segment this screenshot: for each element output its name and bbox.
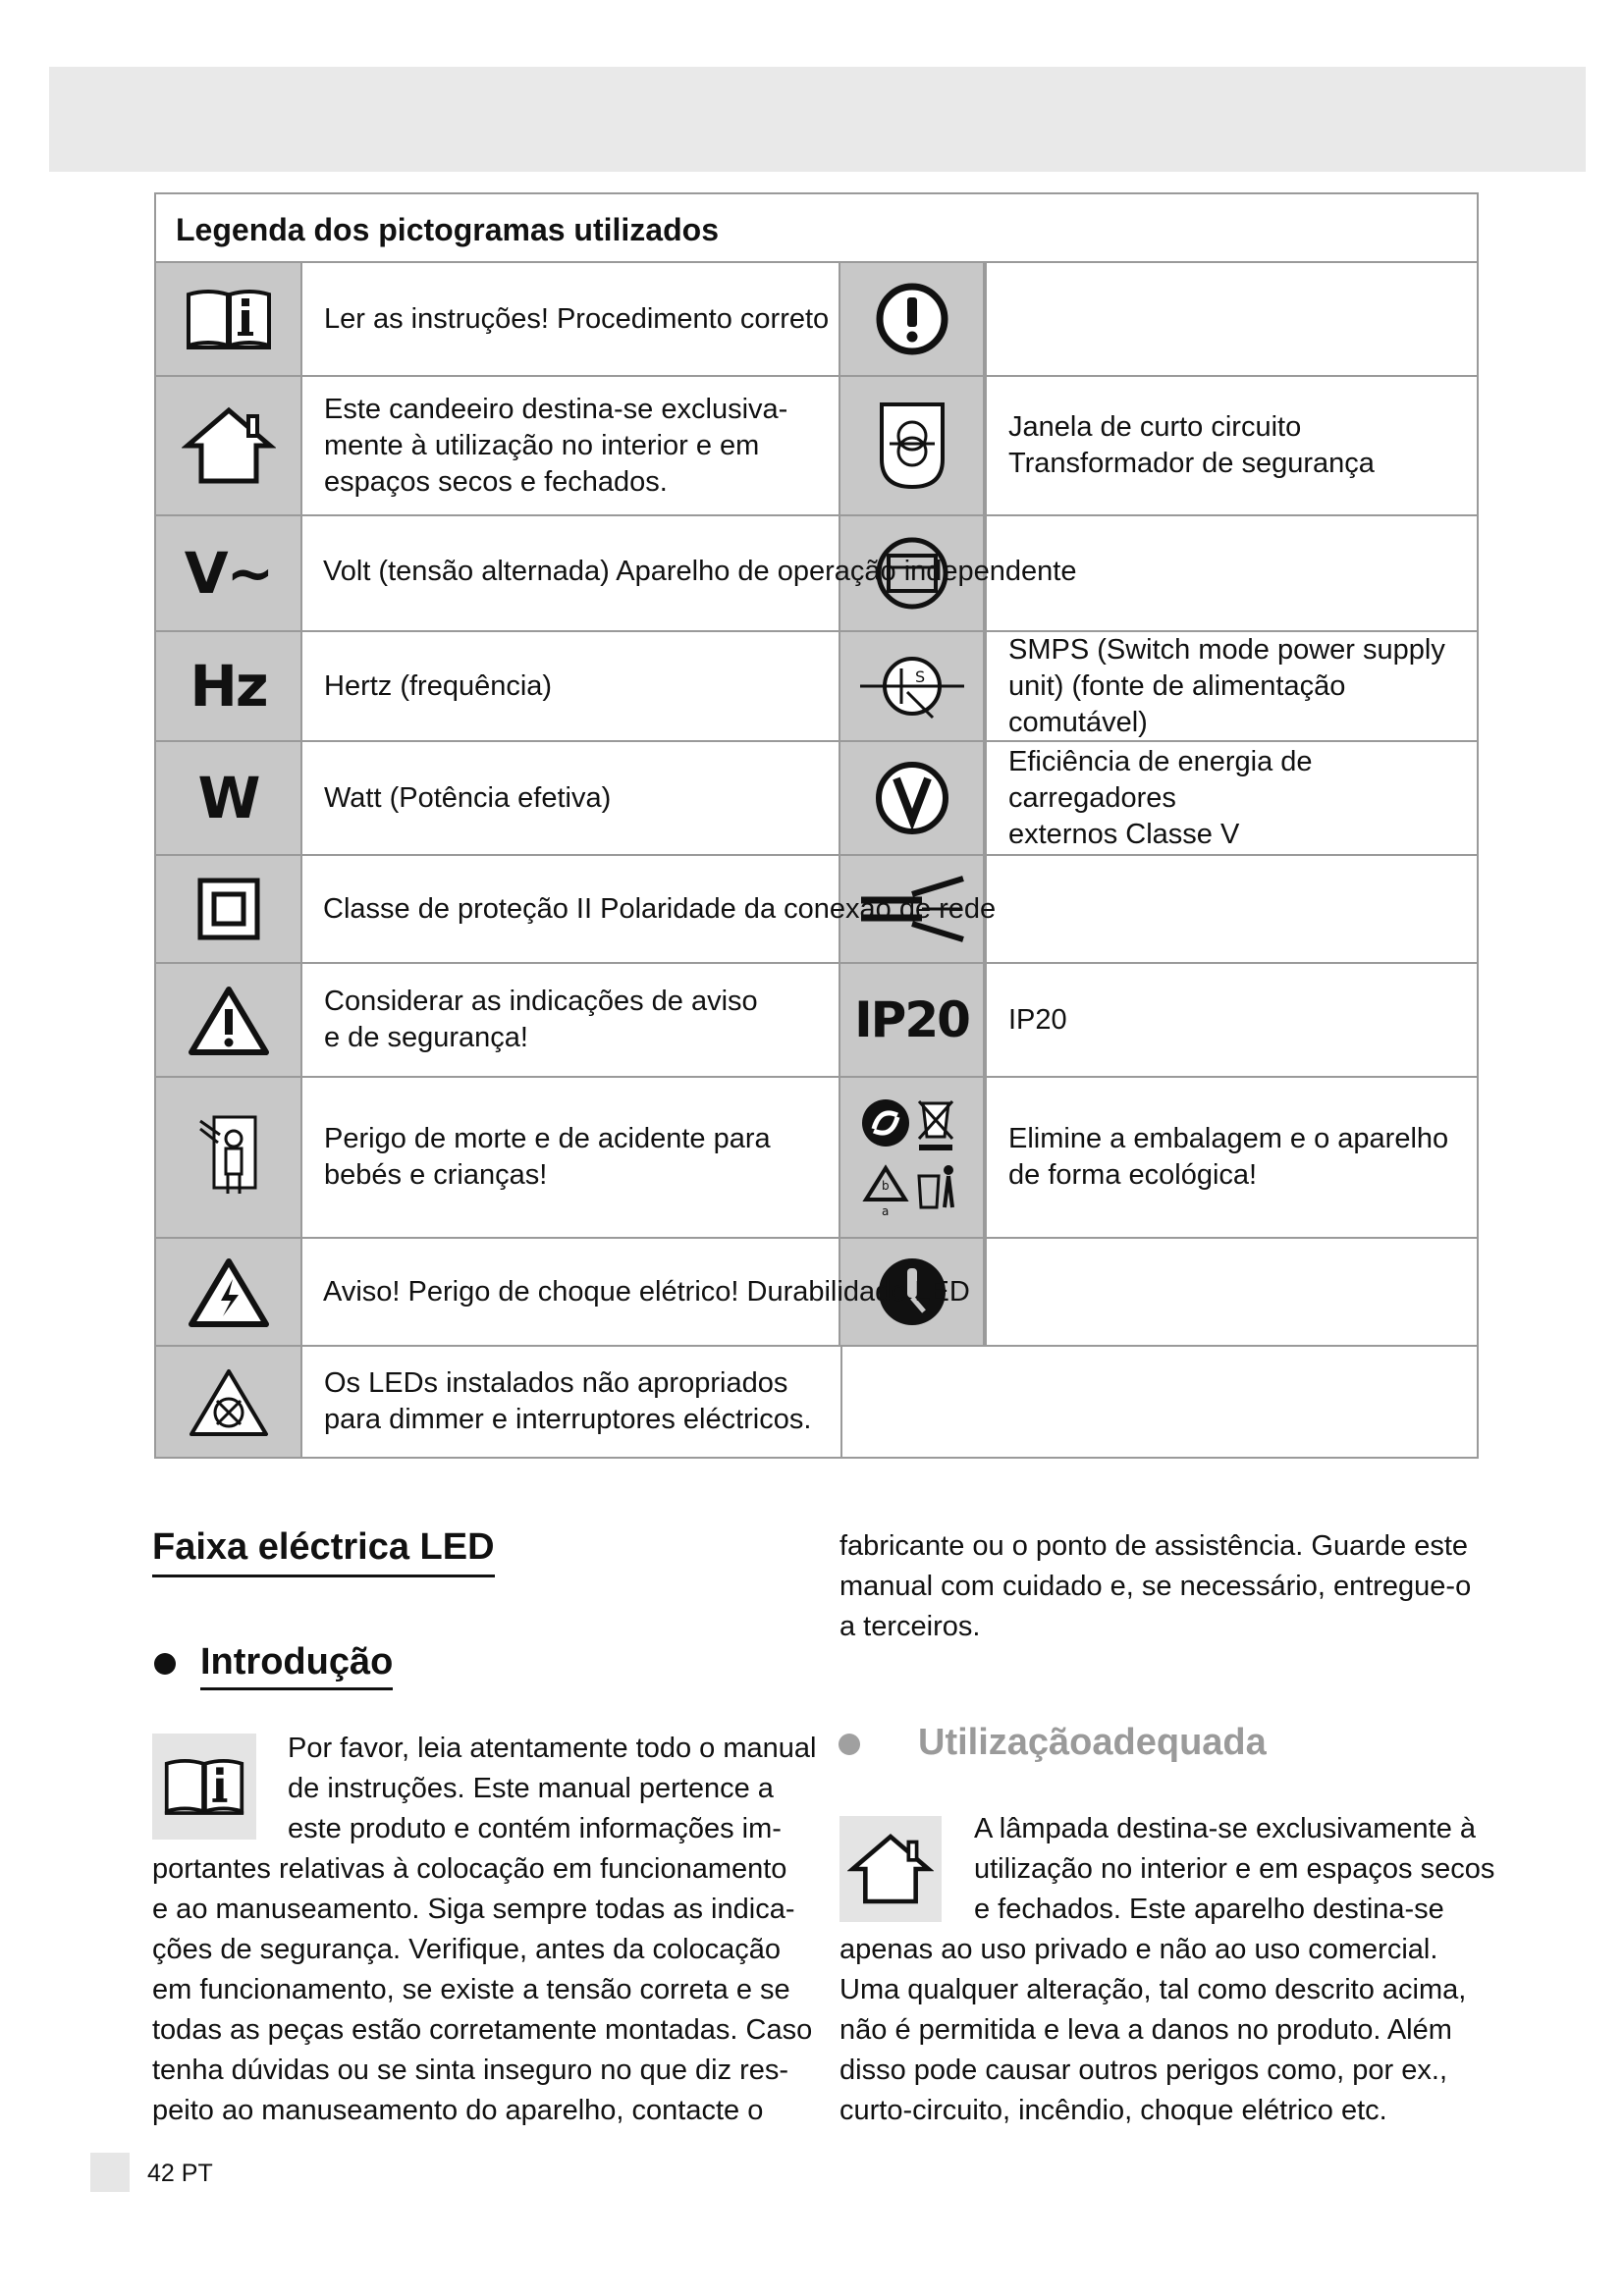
- legend-text-line: bebés e crianças!: [324, 1159, 548, 1191]
- text-line: apenas ao uso privado e não ao uso comercial.: [839, 1934, 1438, 1965]
- legend-text-line: e de segurança!: [324, 1022, 528, 1053]
- recycling-disposal-icon: [840, 1078, 985, 1237]
- language-code: PT: [181, 2160, 213, 2187]
- text-line: e ao manuseamento. Siga sempre todas as indica-: [152, 1894, 795, 1925]
- text-line: a terceiros.: [839, 1611, 981, 1642]
- led-durability-icon: [840, 1239, 985, 1345]
- legend-text: Aviso! Perigo de choque elétrico! Durabilidade LED: [323, 1276, 970, 1308]
- hertz-symbol: Hz: [189, 653, 267, 720]
- text-line: A lâmpada destina-se exclusivamente à: [974, 1813, 1477, 1844]
- volt-symbol: V~: [184, 540, 273, 607]
- text-line: manual com cuidado e, se necessário, entregue-o: [839, 1571, 1472, 1602]
- electric-shock-warning-icon: [156, 1239, 300, 1345]
- page-footer: [147, 2160, 213, 2188]
- correct-procedure-icon: [840, 263, 985, 375]
- pictogram-legend-table: [154, 192, 1479, 1459]
- legend-text-line: Este candeeiro destina-se exclusiva-: [324, 393, 788, 425]
- legend-row: [156, 516, 1477, 632]
- legend-text-line: mente à utilização no interior e em: [324, 429, 760, 461]
- intended-use-paragraph: [839, 1930, 1466, 2131]
- intended-use-paragraph-indent: [974, 1809, 1494, 1930]
- legend-text: IP20: [985, 964, 1479, 1076]
- svg-text:b: b: [881, 1179, 890, 1193]
- text-line: não é permitida e leva a danos no produto. Além: [839, 2014, 1452, 2046]
- svg-text:S: S: [914, 667, 925, 686]
- text-line: de instruções. Este manual pertence a: [288, 1773, 774, 1804]
- independent-operation-icon: [840, 516, 985, 630]
- polarity-icon: [840, 856, 985, 962]
- legend-text-line: Janela de curto circuito: [1008, 411, 1302, 443]
- legend-row: [156, 856, 1477, 964]
- legend-text: Watt (Potência efetiva): [300, 742, 840, 854]
- legend-title: Legenda dos pictogramas utilizados: [156, 194, 1477, 263]
- text-line: e fechados. Este aparelho destina-se: [974, 1894, 1444, 1925]
- legend-text: Classe de proteção II Polaridade da conexão de rede: [323, 893, 997, 925]
- bullet-icon: [839, 1734, 860, 1755]
- warning-triangle-icon: [156, 964, 300, 1076]
- efficiency-class-v-icon: [840, 742, 985, 854]
- legend-text-line: externos Classe V: [1008, 818, 1240, 850]
- text-line: em funcionamento, se existe a tensão correta e se: [152, 1974, 790, 2005]
- smps-icon: [840, 632, 985, 740]
- text-line: todas as peças estão corretamente montadas. Caso: [152, 2014, 813, 2046]
- text-line: fabricante ou o ponto de assistência. Guarde este: [839, 1530, 1469, 1562]
- legend-row: [156, 1078, 1477, 1239]
- no-dimmer-icon: [156, 1347, 300, 1457]
- legend-text: Ler as instruções! Procedimento correto: [300, 263, 840, 375]
- legend-text-line: Elimine a embalagem e o aparelho: [1008, 1123, 1449, 1154]
- ip20-symbol: IP20: [854, 991, 969, 1048]
- legend-text-line: Eficiência de energia de carregadores: [1008, 745, 1313, 814]
- legend-text-line: Os LEDs instalados não apropriados: [324, 1367, 788, 1399]
- legend-text: Volt (tensão alternada) Aparelho de operação independente: [323, 556, 1077, 587]
- text-line: Por favor, leia atentamente todo o manual: [288, 1733, 817, 1764]
- header-band: [49, 67, 1586, 172]
- text-line: portantes relativas à colocação em funcionamento: [152, 1853, 787, 1885]
- legend-text-line: para dimmer e interruptores eléctricos.: [324, 1404, 812, 1435]
- text-line: este produto e contém informações im-: [288, 1813, 782, 1844]
- svg-text:a: a: [881, 1204, 889, 1218]
- legend-row: [156, 377, 1477, 516]
- intro-heading: Introdução: [200, 1641, 393, 1690]
- watt-symbol: W: [197, 765, 259, 831]
- footer-marker: [90, 2153, 130, 2192]
- read-instructions-icon: [156, 263, 300, 375]
- indoor-use-house-icon: [839, 1816, 942, 1922]
- text-line: disso pode causar outros perigos como, por ex.,: [839, 2055, 1447, 2086]
- legend-text-line: Transformador de segurança: [1008, 448, 1375, 479]
- continuation-paragraph: [839, 1526, 1471, 1647]
- legend-text-line: SMPS (Switch mode power supply: [1008, 633, 1445, 666]
- legend-row: [156, 1239, 1477, 1347]
- bullet-icon: [154, 1653, 176, 1675]
- hertz-icon: [156, 632, 300, 740]
- legend-row: [156, 742, 1477, 856]
- page-number: 42: [147, 2160, 175, 2187]
- section-title: Faixa eléctrica LED: [152, 1526, 495, 1577]
- legend-text-line: espaços secos e fechados.: [324, 465, 668, 498]
- watt-icon: [156, 742, 300, 854]
- legend-text-line: Considerar as indicações de aviso: [324, 986, 758, 1017]
- text-line: ções de segurança. Verifique, antes da colocação: [152, 1934, 782, 1965]
- text-line: curto-circuito, incêndio, choque elétrico etc.: [839, 2095, 1387, 2126]
- read-instructions-icon: [152, 1734, 256, 1840]
- intro-paragraph-indent: [288, 1729, 816, 1849]
- child-danger-icon: [156, 1078, 300, 1237]
- volt-ac-icon: [156, 516, 300, 630]
- intended-use-heading: Utilizaçãoadequada: [918, 1722, 1267, 1763]
- indoor-use-house-icon: [156, 377, 300, 514]
- legend-row: [156, 632, 1477, 742]
- text-line: Uma qualquer alteração, tal como descrito acima,: [839, 1974, 1467, 2005]
- legend-text-line: unit) (fonte de alimentação comutável): [1008, 669, 1346, 738]
- text-line: peito ao manuseamento do aparelho, contacte o: [152, 2095, 764, 2126]
- intro-paragraph: [152, 1849, 812, 2131]
- ip20-icon: [840, 964, 985, 1076]
- text-line: utilização no interior e em espaços secos: [974, 1853, 1495, 1885]
- text-line: tenha dúvidas ou se sinta inseguro no que diz res-: [152, 2055, 789, 2086]
- legend-row: [156, 964, 1477, 1078]
- safety-transformer-icon: [840, 377, 985, 514]
- legend-text: Hertz (frequência): [300, 632, 840, 740]
- protection-class-ii-icon: [156, 856, 300, 962]
- legend-row: [156, 1347, 842, 1457]
- legend-text: [985, 263, 1479, 375]
- legend-text-line: de forma ecológica!: [1008, 1159, 1258, 1191]
- legend-text-line: Perigo de morte e de acidente para: [324, 1123, 771, 1154]
- legend-row: [156, 263, 1477, 377]
